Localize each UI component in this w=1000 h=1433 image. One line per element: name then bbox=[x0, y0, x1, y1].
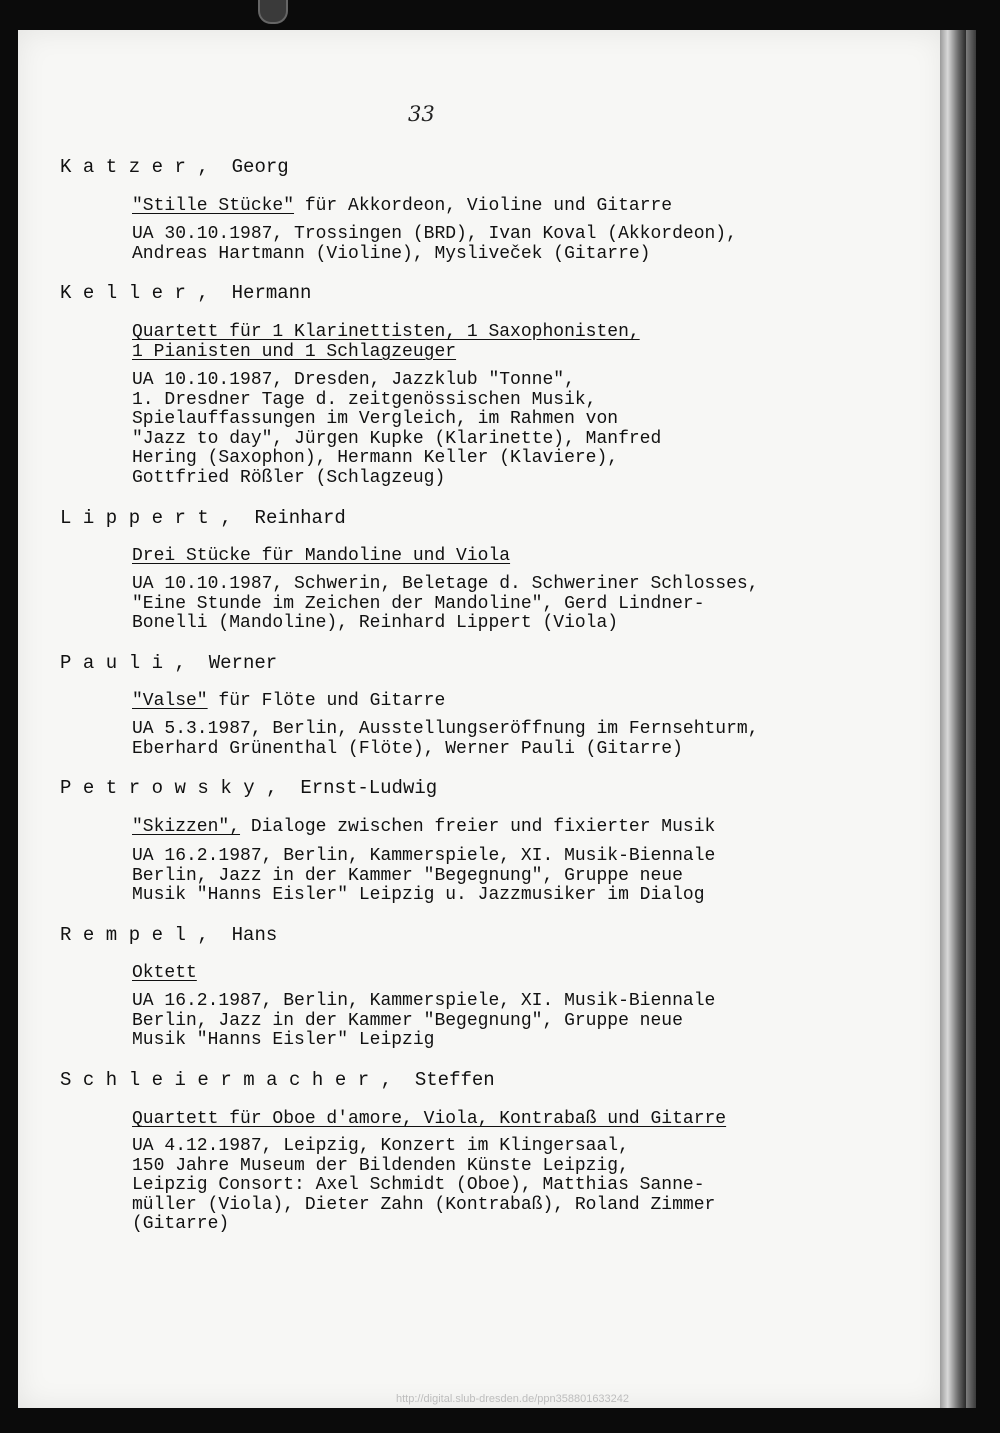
composer-surname: Petrowsky bbox=[60, 777, 267, 799]
composer-surname: Keller bbox=[60, 282, 198, 304]
work-title-underlined: "Valse" bbox=[132, 691, 208, 711]
composer-name: Rempel, Hans bbox=[60, 924, 278, 946]
work-title-underlined: Drei Stücke für Mandoline und Viola bbox=[132, 546, 511, 566]
composer-firstname: Steffen bbox=[414, 1069, 495, 1091]
performance-details: UA 16.2.1987, Berlin, Kammerspiele, XI. Musik-Biennale Berlin, Jazz in der Kammer "Begegnung", Gruppe neue Musik "Hanns Eisler" Leipzig u. Jazzmusiker im Dialog bbox=[132, 846, 716, 906]
composer-firstname: Werner bbox=[208, 652, 278, 674]
performance-details: UA 5.3.1987, Berlin, Ausstellungseröffnung im Fernsehturm, Eberhard Grünenthal (Flöte), Werner Pauli (Gitarre) bbox=[132, 719, 759, 759]
composer-firstname: Reinhard bbox=[254, 507, 346, 529]
work-title bbox=[132, 691, 445, 711]
composer-surname: Schleiermacher bbox=[60, 1069, 381, 1091]
work-title-rest: für Akkordeon, Violine und Gitarre bbox=[294, 196, 673, 216]
page-number: 33 bbox=[408, 102, 435, 126]
work-title bbox=[132, 546, 510, 566]
performance-details: UA 30.10.1987, Trossingen (BRD), Ivan Koval (Akkordeon), Andreas Hartmann (Violine), Mysliveček (Gitarre) bbox=[132, 224, 737, 264]
work-title-underlined: Quartett für Oboe d'amore, Viola, Kontrabaß und Gitarre bbox=[132, 1109, 727, 1129]
work-title bbox=[132, 196, 672, 216]
work-title bbox=[132, 1109, 726, 1129]
composer-name: Schleiermacher, Steffen bbox=[60, 1069, 495, 1091]
work-title bbox=[132, 817, 715, 837]
composer-surname: Rempel bbox=[60, 924, 198, 946]
performance-details: UA 4.12.1987, Leipzig, Konzert im Klingersaal, 150 Jahre Museum der Bildenden Künste Leipzig, Leipzig Consort: Axel Schmidt (Oboe), Matthias Sanne- müller (Viola), Dieter Zahn (Kontrabaß), Roland Zimmer (Gitarre) bbox=[132, 1136, 716, 1235]
work-title-underlined: Quartett für 1 Klarinettisten, 1 Saxophonisten, 1 Pianisten und 1 Schlagzeuger bbox=[132, 322, 640, 362]
work-title-underlined: Oktett bbox=[132, 963, 197, 983]
composer-surname: Lippert bbox=[60, 507, 221, 529]
work-title-underlined: "Stille Stücke" bbox=[132, 196, 295, 216]
work-title bbox=[132, 963, 197, 983]
work-title-underlined: "Skizzen", bbox=[132, 817, 241, 837]
composer-name: Lippert, Reinhard bbox=[60, 507, 346, 529]
composer-name: Petrowsky, Ernst-Ludwig bbox=[60, 777, 438, 799]
work-title bbox=[132, 322, 640, 362]
composer-name: Pauli, Werner bbox=[60, 652, 278, 674]
composer-surname: Pauli bbox=[60, 652, 175, 674]
performance-details: UA 16.2.1987, Berlin, Kammerspiele, XI. Musik-Biennale Berlin, Jazz in der Kammer "Begegnung", Gruppe neue Musik "Hanns Eisler" Leipzig bbox=[132, 991, 716, 1051]
work-title-rest: für Flöte und Gitarre bbox=[207, 691, 446, 711]
composer-firstname: Hermann bbox=[231, 282, 312, 304]
composer-surname: Katzer bbox=[60, 156, 198, 178]
performance-details: UA 10.10.1987, Dresden, Jazzklub "Tonne", 1. Dresdner Tage d. zeitgenössischen Musik, Spielauffassungen im Vergleich, im Rahmen von "Jazz to day", Jürgen Kupke (Klarinette), Manfred Hering (Saxophon), Hermann Keller (Klaviere), Gottfried Rößler (Schlagzeug) bbox=[132, 370, 662, 488]
performance-details: UA 10.10.1987, Schwerin, Beletage d. Schweriner Schlosses, "Eine Stunde im Zeichen der Mandoline", Gerd Lindner- Bonelli (Mandoline), Reinhard Lippert (Viola) bbox=[132, 574, 759, 634]
composer-firstname: Hans bbox=[231, 924, 278, 946]
work-title-rest: Dialoge zwischen freier und fixierter Musik bbox=[240, 817, 716, 837]
composer-firstname: Ernst-Ludwig bbox=[300, 777, 438, 799]
digitization-watermark: http://digital.slub-dresden.de/ppn358801633242 bbox=[396, 1393, 630, 1405]
composer-name: Keller, Hermann bbox=[60, 282, 312, 304]
composer-firstname: Georg bbox=[231, 156, 289, 178]
composer-name: Katzer, Georg bbox=[60, 156, 289, 178]
